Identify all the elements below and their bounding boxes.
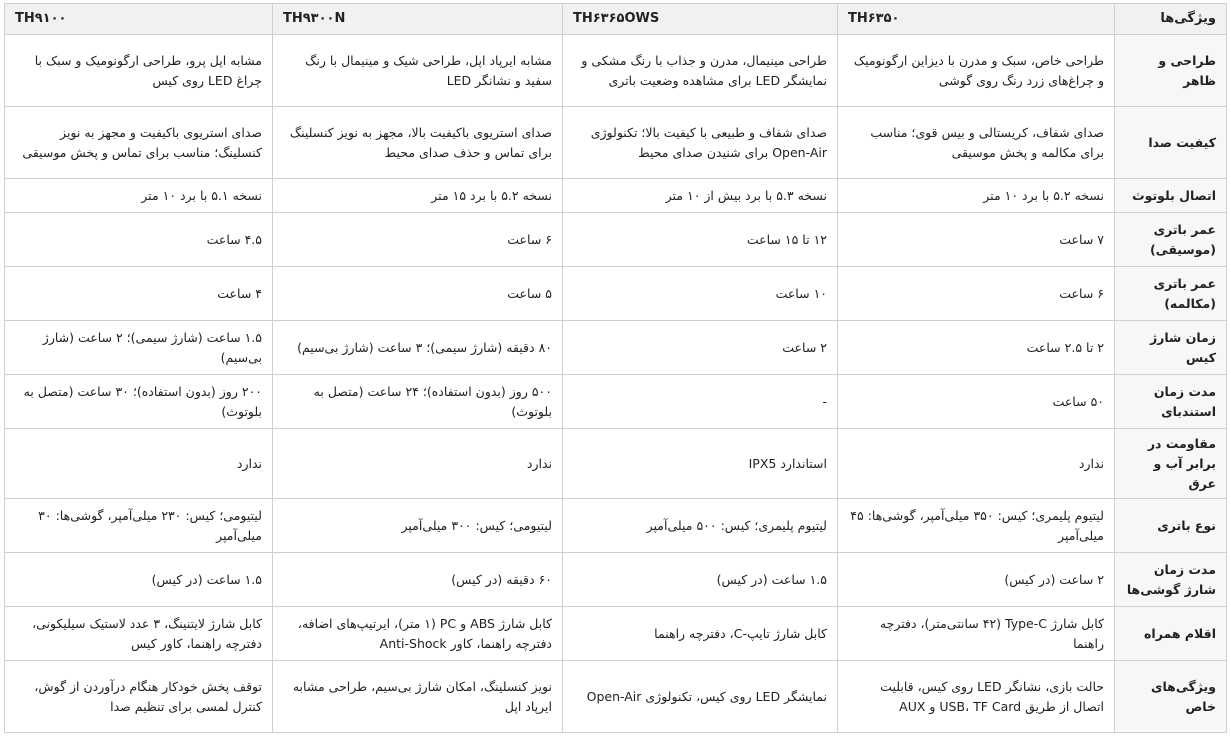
table-row [5,661,1227,733]
table-row [5,499,1227,553]
table-cell: کابل شارژ ABS و PC (۱ متر)، ایرتیپ‌های اضافه، دفترچه راهنما، کاور Anti-Shock [273,607,563,661]
table-cell: ۵۰۰ روز (بدون استفاده)؛ ۲۴ ساعت (متصل به بلوتوث) [273,375,563,429]
table-row [5,213,1227,267]
table-cell: ۱.۵ ساعت (شارژ سیمی)؛ ۲ ساعت (شارژ بی‌سیم) [5,321,273,375]
table-cell: نسخه ۵.۱ با برد ۱۰ متر [5,179,273,213]
table-row [5,107,1227,179]
row-label: طراحی و ظاهر [1115,35,1227,107]
table-cell: ۱۰ ساعت [563,267,838,321]
row-label: مقاومت در برابر آب و عرق [1115,429,1227,499]
header-model-th9100: TH۹۱۰۰ [5,4,273,35]
table-cell: صدای استریوی باکیفیت بالا، مجهز به نویز کنسلینگ برای تماس و حذف صدای محیط [273,107,563,179]
header-model-th6350: TH۶۳۵۰ [838,4,1115,35]
table-cell: نسخه ۵.۲ با برد ۱۵ متر [273,179,563,213]
row-label: نوع باتری [1115,499,1227,553]
table-cell: ۸۰ دقیقه (شارژ سیمی)؛ ۳ ساعت (شارژ بی‌سیم) [273,321,563,375]
row-label: اقلام همراه [1115,607,1227,661]
table-cell: مشابه ایرپاد اپل، طراحی شیک و مینیمال با رنگ سفید و نشانگر LED [273,35,563,107]
table-row [5,321,1227,375]
table-cell: کابل شارژ تایپ-C، دفترچه راهنما [563,607,838,661]
table-row [5,553,1227,607]
comparison-table-wrapper [4,3,1226,733]
row-label: عمر باتری (مکالمه) [1115,267,1227,321]
table-cell: ۲ تا ۲.۵ ساعت [838,321,1115,375]
row-label: ویژگی‌های خاص [1115,661,1227,733]
table-cell: ۲۰۰ روز (بدون استفاده)؛ ۳۰ ساعت (متصل به بلوتوث) [5,375,273,429]
row-label: کیفیت صدا [1115,107,1227,179]
table-cell: نمایشگر LED روی کیس، تکنولوژی Open-Air [563,661,838,733]
table-row [5,375,1227,429]
table-cell: نویز کنسلینگ، امکان شارژ بی‌سیم، طراحی مشابه ایرپاد اپل [273,661,563,733]
table-cell: نسخه ۵.۳ با برد بیش از ۱۰ متر [563,179,838,213]
table-cell: ندارد [838,429,1115,499]
table-row [5,35,1227,107]
table-row [5,179,1227,213]
table-cell: نسخه ۵.۲ با برد ۱۰ متر [838,179,1115,213]
table-cell: لیتیومی؛ کیس: ۳۰۰ میلی‌آمپر [273,499,563,553]
table-cell: ۴ ساعت [5,267,273,321]
table-header-row [5,4,1227,35]
table-cell: کابل شارژ Type-C (۴۲ سانتی‌متر)، دفترچه راهنما [838,607,1115,661]
header-model-th6365ows: TH۶۳۶۵OWS [563,4,838,35]
table-cell: لیتیومی؛ کیس: ۲۳۰ میلی‌آمپر، گوشی‌ها: ۳۰ میلی‌آمپر [5,499,273,553]
table-cell: ۶ ساعت [273,213,563,267]
table-cell: ۱۲ تا ۱۵ ساعت [563,213,838,267]
table-cell: ۶ ساعت [838,267,1115,321]
table-cell: استاندارد IPX5 [563,429,838,499]
table-cell: ۵ ساعت [273,267,563,321]
table-cell: ندارد [5,429,273,499]
row-label: مدت زمان استندبای [1115,375,1227,429]
table-cell: ۲ ساعت [563,321,838,375]
table-cell: لیتیوم پلیمری؛ کیس: ۳۵۰ میلی‌آمپر، گوشی‌ها: ۴۵ میلی‌آمپر [838,499,1115,553]
comparison-table [4,3,1227,733]
row-label: عمر باتری (موسیقی) [1115,213,1227,267]
table-cell: ۷ ساعت [838,213,1115,267]
table-row [5,429,1227,499]
table-cell: - [563,375,838,429]
table-cell: صدای استریوی باکیفیت و مجهز به نویز کنسلینگ؛ مناسب برای تماس و پخش موسیقی [5,107,273,179]
row-label: زمان شارژ کیس [1115,321,1227,375]
table-cell: ندارد [273,429,563,499]
table-cell: طراحی مینیمال، مدرن و جذاب با رنگ مشکی و نمایشگر LED برای مشاهده وضعیت باتری [563,35,838,107]
table-cell: ۲ ساعت (در کیس) [838,553,1115,607]
table-cell: ۵۰ ساعت [838,375,1115,429]
table-cell: صدای شفاف، کریستالی و بیس قوی؛ مناسب برای مکالمه و پخش موسیقی [838,107,1115,179]
header-features-label: ویژگی‌ها [1115,4,1227,35]
table-cell: حالت بازی، نشانگر LED روی کیس، قابلیت اتصال از طریق USB، TF Card و AUX [838,661,1115,733]
table-cell: ۴.۵ ساعت [5,213,273,267]
table-row [5,607,1227,661]
table-cell: توقف پخش خودکار هنگام درآوردن از گوش، کنترل لمسی برای تنظیم صدا [5,661,273,733]
table-cell: ۱.۵ ساعت (در کیس) [563,553,838,607]
row-label: اتصال بلوتوث [1115,179,1227,213]
table-cell: صدای شفاف و طبیعی با کیفیت بالا؛ تکنولوژی Open-Air برای شنیدن صدای محیط [563,107,838,179]
table-cell: ۶۰ دقیقه (در کیس) [273,553,563,607]
header-model-th9300n: TH۹۳۰۰N [273,4,563,35]
table-row [5,267,1227,321]
table-cell: ۱.۵ ساعت (در کیس) [5,553,273,607]
table-cell: مشابه اپل پرو، طراحی ارگونومیک و سبک با چراغ LED روی کیس [5,35,273,107]
table-cell: طراحی خاص، سبک و مدرن با دیزاین ارگونومیک و چراغ‌های زرد رنگ روی گوشی [838,35,1115,107]
table-cell: لیتیوم پلیمری؛ کیس: ۵۰۰ میلی‌آمپر [563,499,838,553]
table-cell: کابل شارژ لایتنینگ، ۳ عدد لاستیک سیلیکونی، دفترچه راهنما، کاور کیس [5,607,273,661]
row-label: مدت زمان شارژ گوشی‌ها [1115,553,1227,607]
